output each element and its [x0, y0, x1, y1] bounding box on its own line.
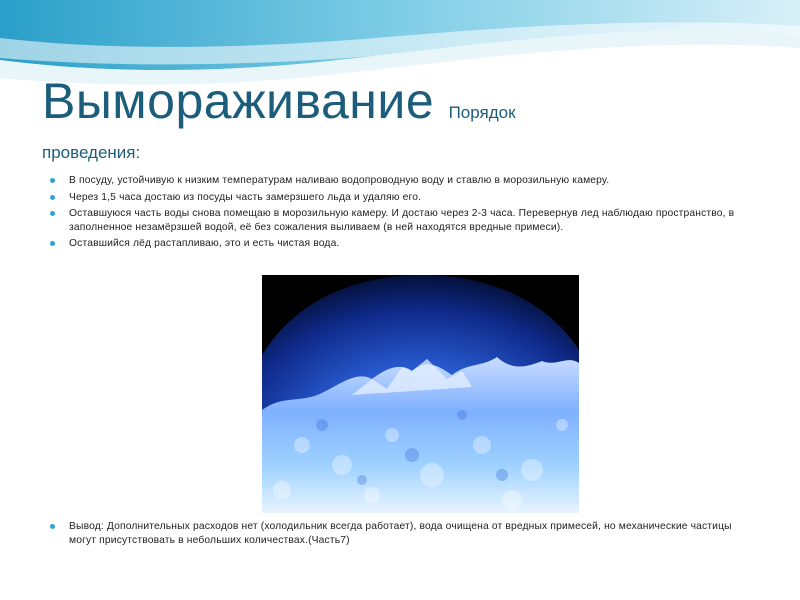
bullet-icon — [50, 241, 55, 246]
bullet-icon — [50, 178, 55, 183]
procedure-list — [50, 174, 750, 254]
list-item: Оставшуюся часть воды снова помещаю в морозильную камеру. И достаю через 2-3 часа. Перевернув лед наблюдаю пространство, в заполненное незамёрзшей водой, её без сожаления выливаем (в ней находятся вредные примеси). — [50, 207, 750, 234]
bullet-icon — [50, 195, 55, 200]
slide-subtitle-part1: Порядок — [448, 103, 516, 122]
bullet-icon — [50, 524, 55, 529]
slide-subtitle-part2: проведения: — [42, 143, 141, 162]
bullet-icon — [50, 211, 55, 216]
conclusion-list — [50, 520, 760, 548]
list-item: Через 1,5 часа достаю из посуды часть замерзшего льда и удаляю его. — [50, 191, 750, 205]
list-item: Оставшийся лёд растапливаю, это и есть чистая вода. — [50, 237, 750, 251]
conclusion-item: Вывод: Дополнительных расходов нет (холодильник всегда работает), вода очищена от вредных примесей, но механические частицы могут присутствовать в небольших количествах.(Часть7) — [50, 520, 760, 548]
slide-title-block — [42, 72, 762, 130]
ice-photo — [262, 275, 579, 513]
list-item: В посуду, устойчивую к низким температурам наливаю водопроводную воду и ставлю в морозильную камеру. — [50, 174, 750, 188]
slide-title: Вымораживание — [42, 73, 435, 129]
